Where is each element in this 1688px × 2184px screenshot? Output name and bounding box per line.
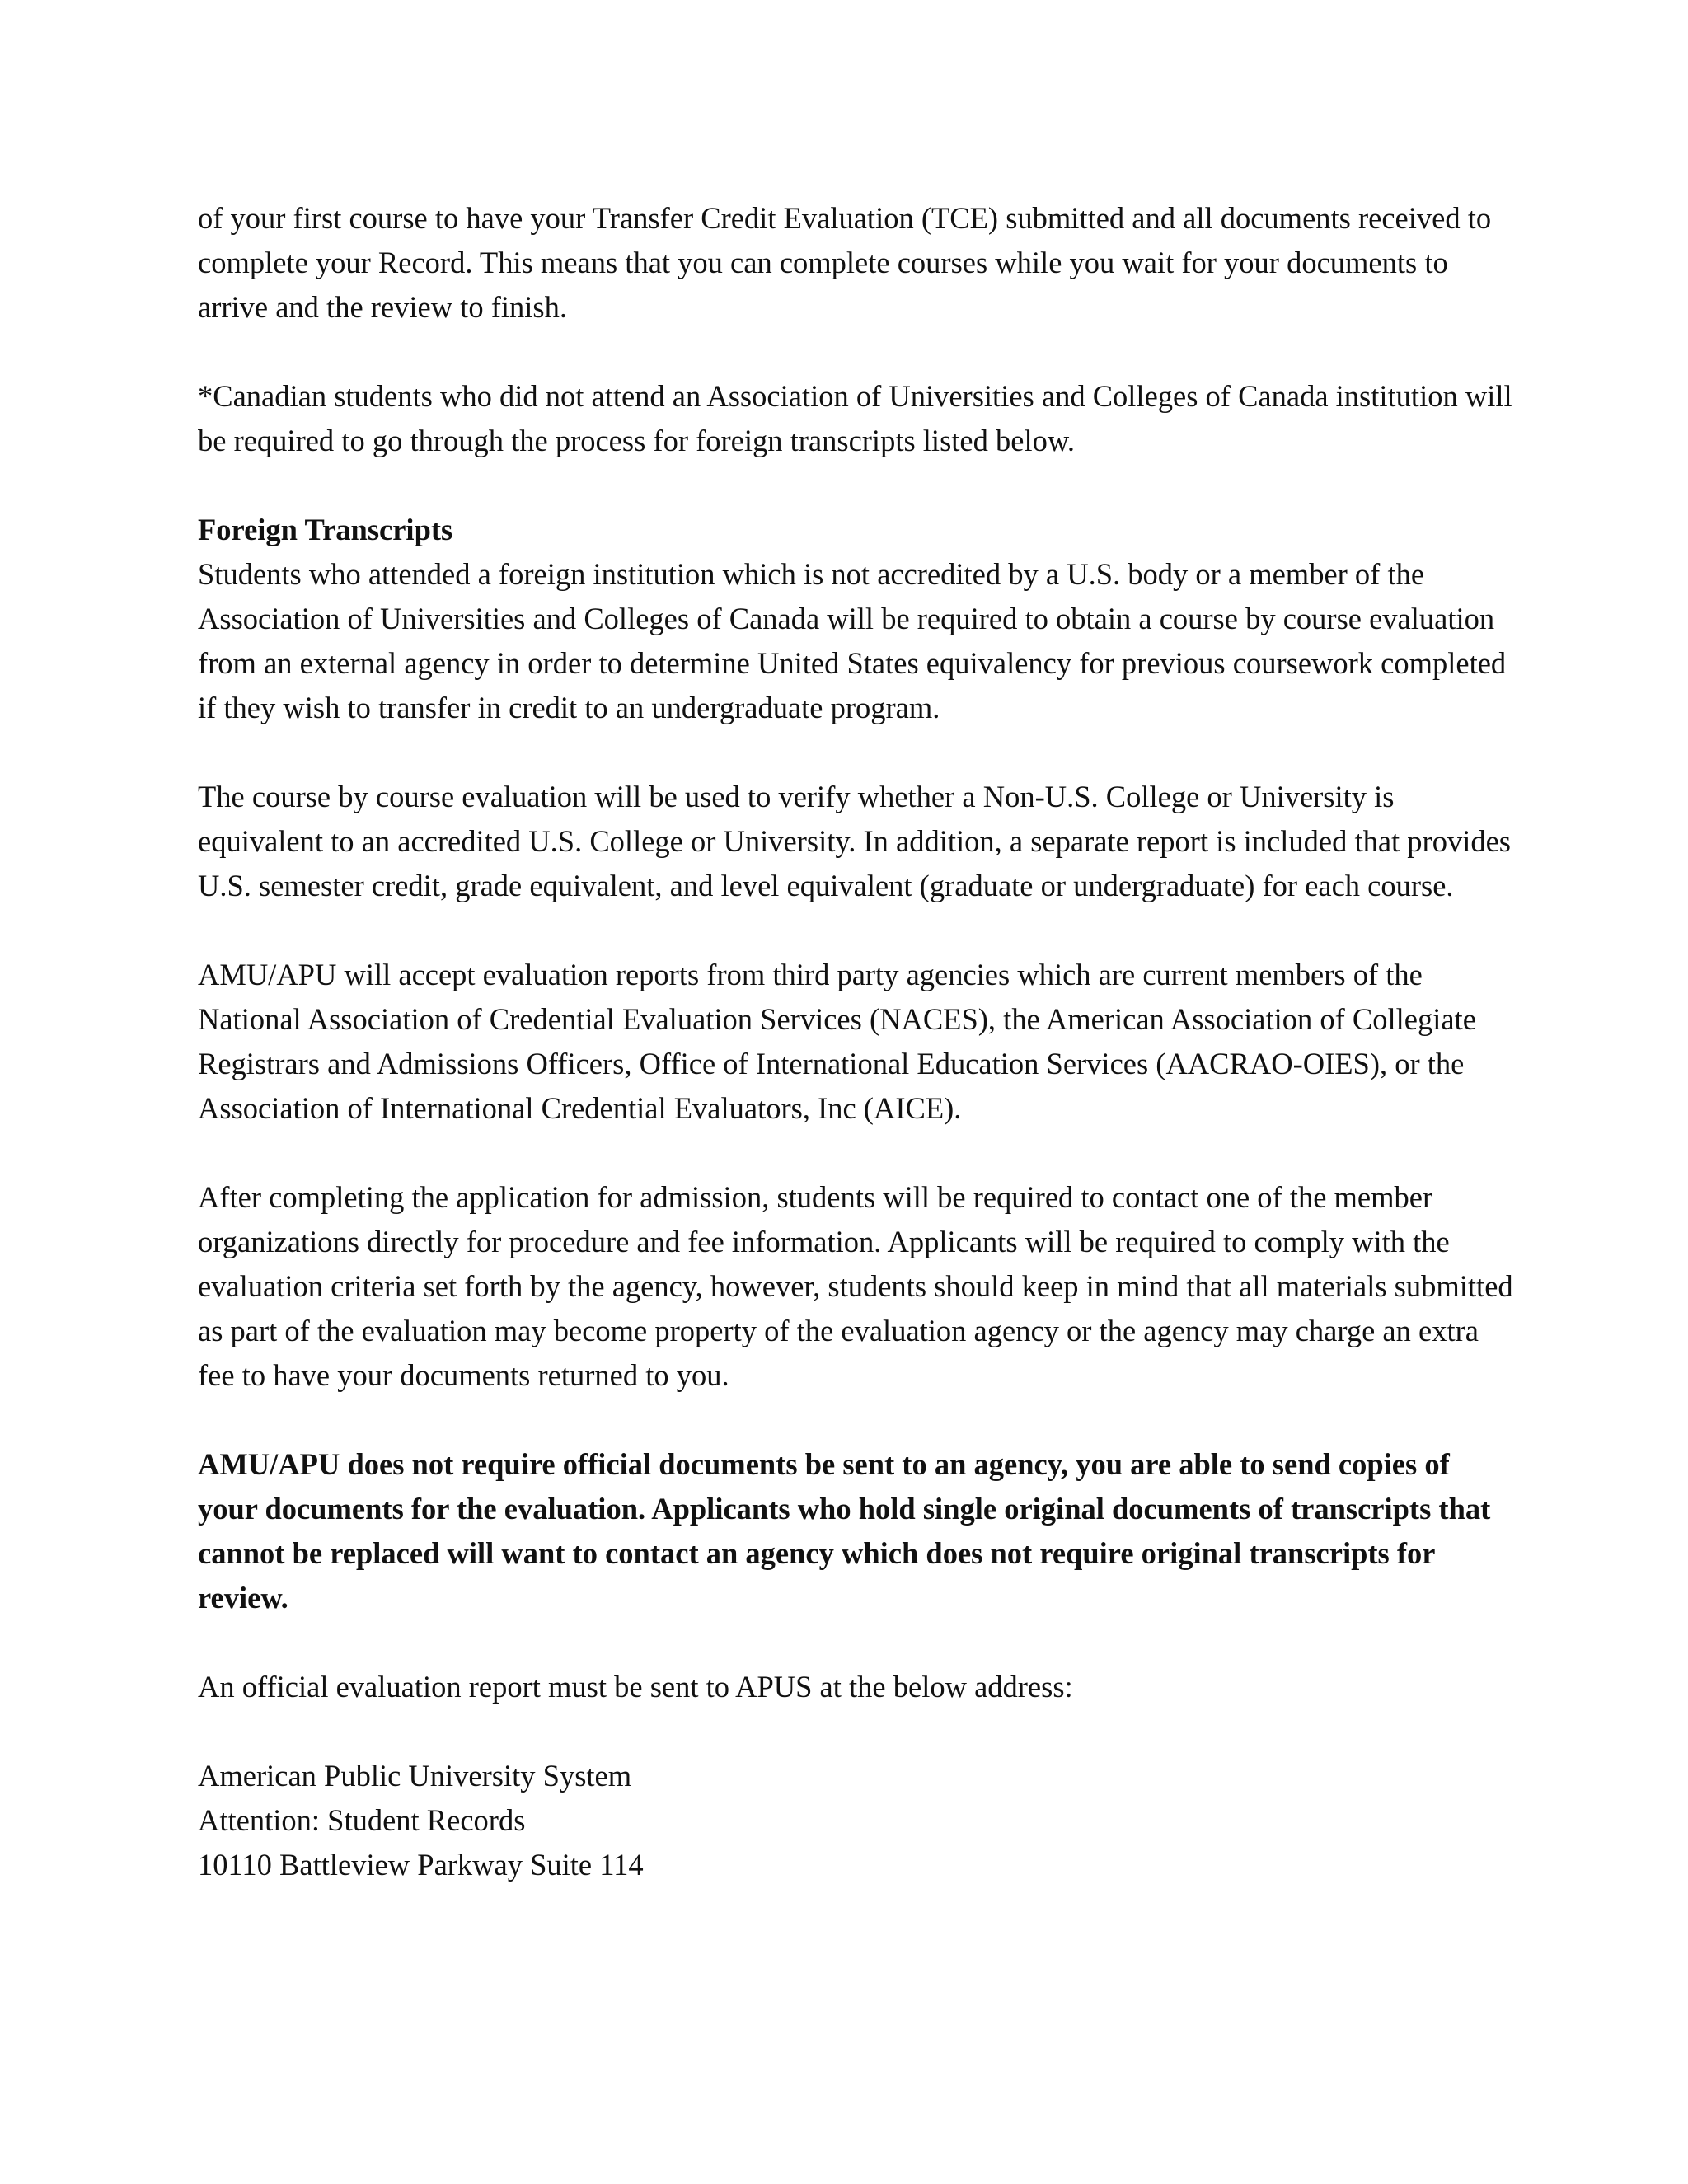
- foreign-transcripts-paragraph: Students who attended a foreign institution which is not accredited by a U.S. body or a member of the Association of Universities and Colleges of Canada will be required to obtain a course by course evaluation from an external agency in order to determine United States equivalency for previous coursework completed if they wish to transfer in credit to an undergraduate program.: [198, 557, 1507, 724]
- address-intro: An official evaluation report must be sent to APUS at the below address:: [198, 1670, 1073, 1704]
- course-evaluation-paragraph: The course by course evaluation will be used to verify whether a Non-U.S. College or University is equivalent to an accredited U.S. College or University. In addition, a separate report is included that provides U.S. semester credit, grade equivalent, and level equivalent (graduate or undergraduate) for each course.: [198, 780, 1512, 902]
- address-line-1: American Public University System: [198, 1759, 632, 1793]
- official-documents-notice: AMU/APU does not require official documents be sent to an agency, you are able to send copies of your documents for the evaluation. Applicants who hold single original documents of transcripts that cannot be replaced will want to contact an agency which does not require original transcripts for review.: [198, 1447, 1491, 1615]
- accepted-agencies-paragraph: AMU/APU will accept evaluation reports from third party agencies which are current members of the National Association of Credential Evaluation Services (NACES), the American Association of Collegiate Registrars and Admissions Officers, Office of International Education Services (AACRAO-OIES), or the Association of International Credential Evaluators, Inc (AICE).: [198, 958, 1476, 1125]
- section-heading: Foreign Transcripts: [198, 513, 453, 546]
- document-page: [198, 196, 1517, 1887]
- address-line-2: Attention: Student Records: [198, 1803, 526, 1837]
- mailing-address: [198, 1754, 1517, 1887]
- address-line-3: 10110 Battleview Parkway Suite 114: [198, 1848, 644, 1882]
- application-procedure-paragraph: After completing the application for admission, students will be required to contact one of the member organizations directly for procedure and fee information. Applicants will be required to comply with the evaluation criteria set forth by the agency, however, students should keep in mind that all materials submitted as part of the evaluation may become property of the evaluation agency or the agency may charge an extra fee to have your documents returned to you.: [198, 1180, 1513, 1392]
- canadian-students-note: *Canadian students who did not attend an Association of Universities and Colleges of Canada institution will be required to go through the process for foreign transcripts listed below.: [198, 379, 1512, 457]
- foreign-transcripts-section: [198, 508, 1517, 730]
- tce-paragraph: of your first course to have your Transfer Credit Evaluation (TCE) submitted and all documents received to complete your Record. This means that you can complete courses while you wait for your documents to arrive and the review to finish.: [198, 201, 1492, 324]
